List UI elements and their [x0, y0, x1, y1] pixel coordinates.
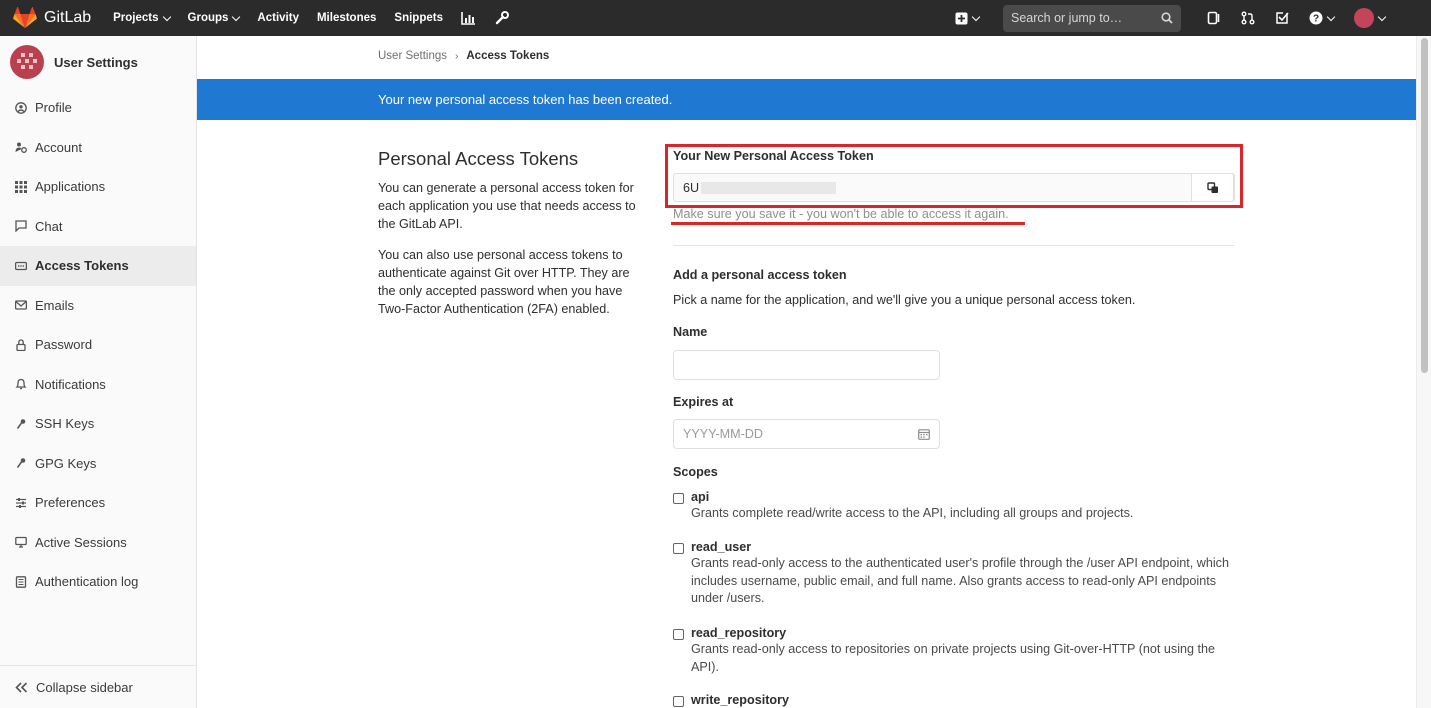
sidebar-item-account[interactable]: [0, 128, 196, 168]
nav-groups[interactable]: [188, 12, 240, 24]
nav-snippets[interactable]: Snippets: [394, 12, 443, 24]
sidebar-item-active-sessions[interactable]: [0, 523, 196, 563]
name-input[interactable]: [673, 350, 940, 380]
nav-milestones[interactable]: Milestones: [316, 12, 377, 24]
new-token-field[interactable]: [673, 173, 1235, 202]
new-token-value: 6U: [683, 180, 700, 195]
avatar-icon: [1354, 8, 1374, 28]
nav-projects[interactable]: [113, 12, 169, 24]
account-icon: [14, 140, 28, 154]
page-title: Personal Access Tokens: [378, 148, 579, 169]
sidebar-item-access-tokens[interactable]: [0, 246, 196, 286]
sidebar-header[interactable]: [0, 36, 196, 88]
sidebar-item-label: GPG Keys: [35, 455, 97, 471]
help-icon[interactable]: [1309, 11, 1334, 25]
flash-notice: [197, 79, 1416, 120]
chevron-down-icon: [1327, 12, 1335, 20]
scope-name[interactable]: read_user: [691, 540, 752, 554]
sidebar-item-emails[interactable]: [0, 286, 196, 326]
sidebar-item-label: Access Tokens: [35, 258, 129, 274]
chevron-down-icon: [162, 12, 170, 20]
issues-icon[interactable]: [1207, 11, 1221, 25]
add-token-heading: Add a personal access token: [673, 268, 847, 282]
sidebar-item-gpg-keys[interactable]: [0, 444, 196, 484]
chevron-down-icon: [972, 12, 980, 20]
expires-date-input[interactable]: [673, 419, 940, 449]
intro-section: [378, 148, 650, 331]
scope-description: Grants read-only access to repositories on private projects using Git-over-HTTP (not using the API).: [691, 642, 1216, 674]
monitor-icon: [14, 535, 28, 549]
sidebar-item-profile[interactable]: [0, 88, 196, 128]
applications-icon: [14, 180, 28, 194]
chat-icon: [14, 219, 28, 233]
access-token-icon: [14, 259, 28, 273]
scope-description: Grants complete read/write access to the API, including all groups and projects.: [691, 506, 1134, 520]
scope-write-repository: [673, 693, 1233, 707]
wrench-icon[interactable]: [495, 11, 509, 25]
sidebar-item-chat[interactable]: [0, 207, 196, 247]
search-input[interactable]: [1003, 5, 1181, 32]
scope-api: [673, 490, 1233, 523]
bell-icon: [14, 377, 28, 391]
scopes-label: Scopes: [673, 465, 718, 479]
key-icon: [14, 417, 28, 431]
sidebar-item-password[interactable]: [0, 325, 196, 365]
svg-text:?: ?: [1312, 13, 1320, 25]
intro-paragraph-2: You can also use personal access tokens to authenticate against Git over HTTP. They are the only accepted password when you have Two-Factor Authentication (2FA) enabled.: [378, 248, 630, 316]
new-token-label: Your New Personal Access Token: [673, 149, 874, 163]
search-icon: [1161, 12, 1173, 27]
expires-label: Expires at: [673, 395, 734, 409]
collapse-sidebar-label: Collapse sidebar: [36, 679, 133, 695]
scope-description: Grants read-only access to the authenticated user's profile through the /user API endpoint, which includes username, public email, and full name. Also grants access to read-only API endpoints under /users.: [691, 556, 1229, 605]
intro-paragraph-1: You can generate a personal access token for each application you use that needs access to the GitLab API.: [378, 181, 636, 231]
warning-underline-annotation: [671, 222, 1025, 225]
scope-read-repository-checkbox[interactable]: [673, 629, 684, 640]
sidebar-item-label: Preferences: [35, 495, 106, 511]
breadcrumb: [378, 50, 549, 62]
sidebar-item-label: Password: [35, 337, 93, 353]
chart-icon[interactable]: [461, 12, 475, 25]
preferences-icon: [14, 496, 28, 510]
sidebar-item-applications[interactable]: [0, 167, 196, 207]
key-icon: [14, 456, 28, 470]
log-icon: [14, 575, 28, 589]
search-placeholder: Search or jump to…: [1011, 11, 1123, 25]
nav-groups-label: Groups: [187, 12, 229, 24]
nav-projects-label: Projects: [113, 12, 159, 24]
scope-read-repository: [673, 626, 1233, 676]
token-redacted-blur: [701, 182, 836, 194]
copy-token-button[interactable]: [1191, 173, 1234, 202]
sidebar-item-label: Chat: [35, 218, 63, 234]
gitlab-tanuki-icon: [13, 7, 37, 29]
scrollbar-thumb[interactable]: [1421, 38, 1428, 373]
expires-placeholder: YYYY-MM-DD: [683, 427, 764, 441]
name-label: Name: [673, 325, 708, 339]
scope-name[interactable]: api: [691, 490, 710, 504]
sidebar-title: User Settings: [54, 54, 138, 70]
email-icon: [14, 298, 28, 312]
page-scrollbar[interactable]: [1416, 36, 1431, 708]
merge-requests-icon[interactable]: [1241, 11, 1255, 25]
chevron-down-icon: [1378, 12, 1386, 20]
top-navbar: [0, 0, 1431, 36]
new-plus-icon[interactable]: [955, 12, 979, 25]
copy-icon: [1207, 182, 1219, 194]
scope-name[interactable]: read_repository: [691, 626, 787, 640]
sidebar-item-preferences[interactable]: [0, 483, 196, 523]
chevron-down-icon: [232, 12, 240, 20]
settings-sidebar: [0, 36, 197, 708]
lock-icon: [14, 338, 28, 352]
sidebar-item-label: Account: [35, 139, 82, 155]
divider: [673, 245, 1235, 246]
sidebar-item-authentication-log[interactable]: [0, 562, 196, 602]
brand-name: GitLab: [44, 9, 92, 26]
sidebar-item-label: Emails: [35, 297, 75, 313]
sidebar-item-label: Active Sessions: [35, 534, 127, 550]
profile-icon: [14, 101, 28, 115]
scope-api-checkbox[interactable]: [673, 493, 684, 504]
sidebar-item-label: Authentication log: [35, 574, 139, 590]
gitlab-logo[interactable]: [13, 7, 91, 29]
sidebar-item-label: Notifications: [35, 376, 106, 392]
chevron-right-icon: ›: [455, 50, 459, 62]
sidebar-item-notifications[interactable]: [0, 365, 196, 405]
user-avatar-menu[interactable]: [1354, 8, 1385, 28]
double-chevron-left-icon: [15, 682, 28, 693]
todos-icon[interactable]: [1275, 11, 1289, 25]
sidebar-item-label: SSH Keys: [35, 416, 95, 432]
add-token-description: Pick a name for the application, and we'll give you a unique personal access token.: [673, 293, 1136, 307]
breadcrumb-user-settings[interactable]: User Settings: [378, 50, 448, 62]
sidebar-item-ssh-keys[interactable]: [0, 404, 196, 444]
sidebar-item-label: Applications: [35, 179, 106, 195]
scope-name[interactable]: write_repository: [691, 693, 789, 707]
nav-activity[interactable]: Activity: [257, 12, 299, 24]
token-warning: Make sure you save it - you won't be able to access it again.: [673, 207, 1009, 221]
collapse-sidebar-button[interactable]: [0, 665, 196, 708]
scope-write-repository-checkbox[interactable]: [673, 696, 684, 707]
flash-message: Your new personal access token has been created.: [378, 92, 673, 107]
scope-read-user-checkbox[interactable]: [673, 543, 684, 554]
sidebar-item-label: Profile: [35, 100, 72, 116]
breadcrumb-access-tokens[interactable]: Access Tokens: [466, 50, 550, 62]
scope-read-user: [673, 540, 1233, 608]
user-avatar: [10, 45, 44, 79]
calendar-icon[interactable]: [918, 428, 930, 443]
